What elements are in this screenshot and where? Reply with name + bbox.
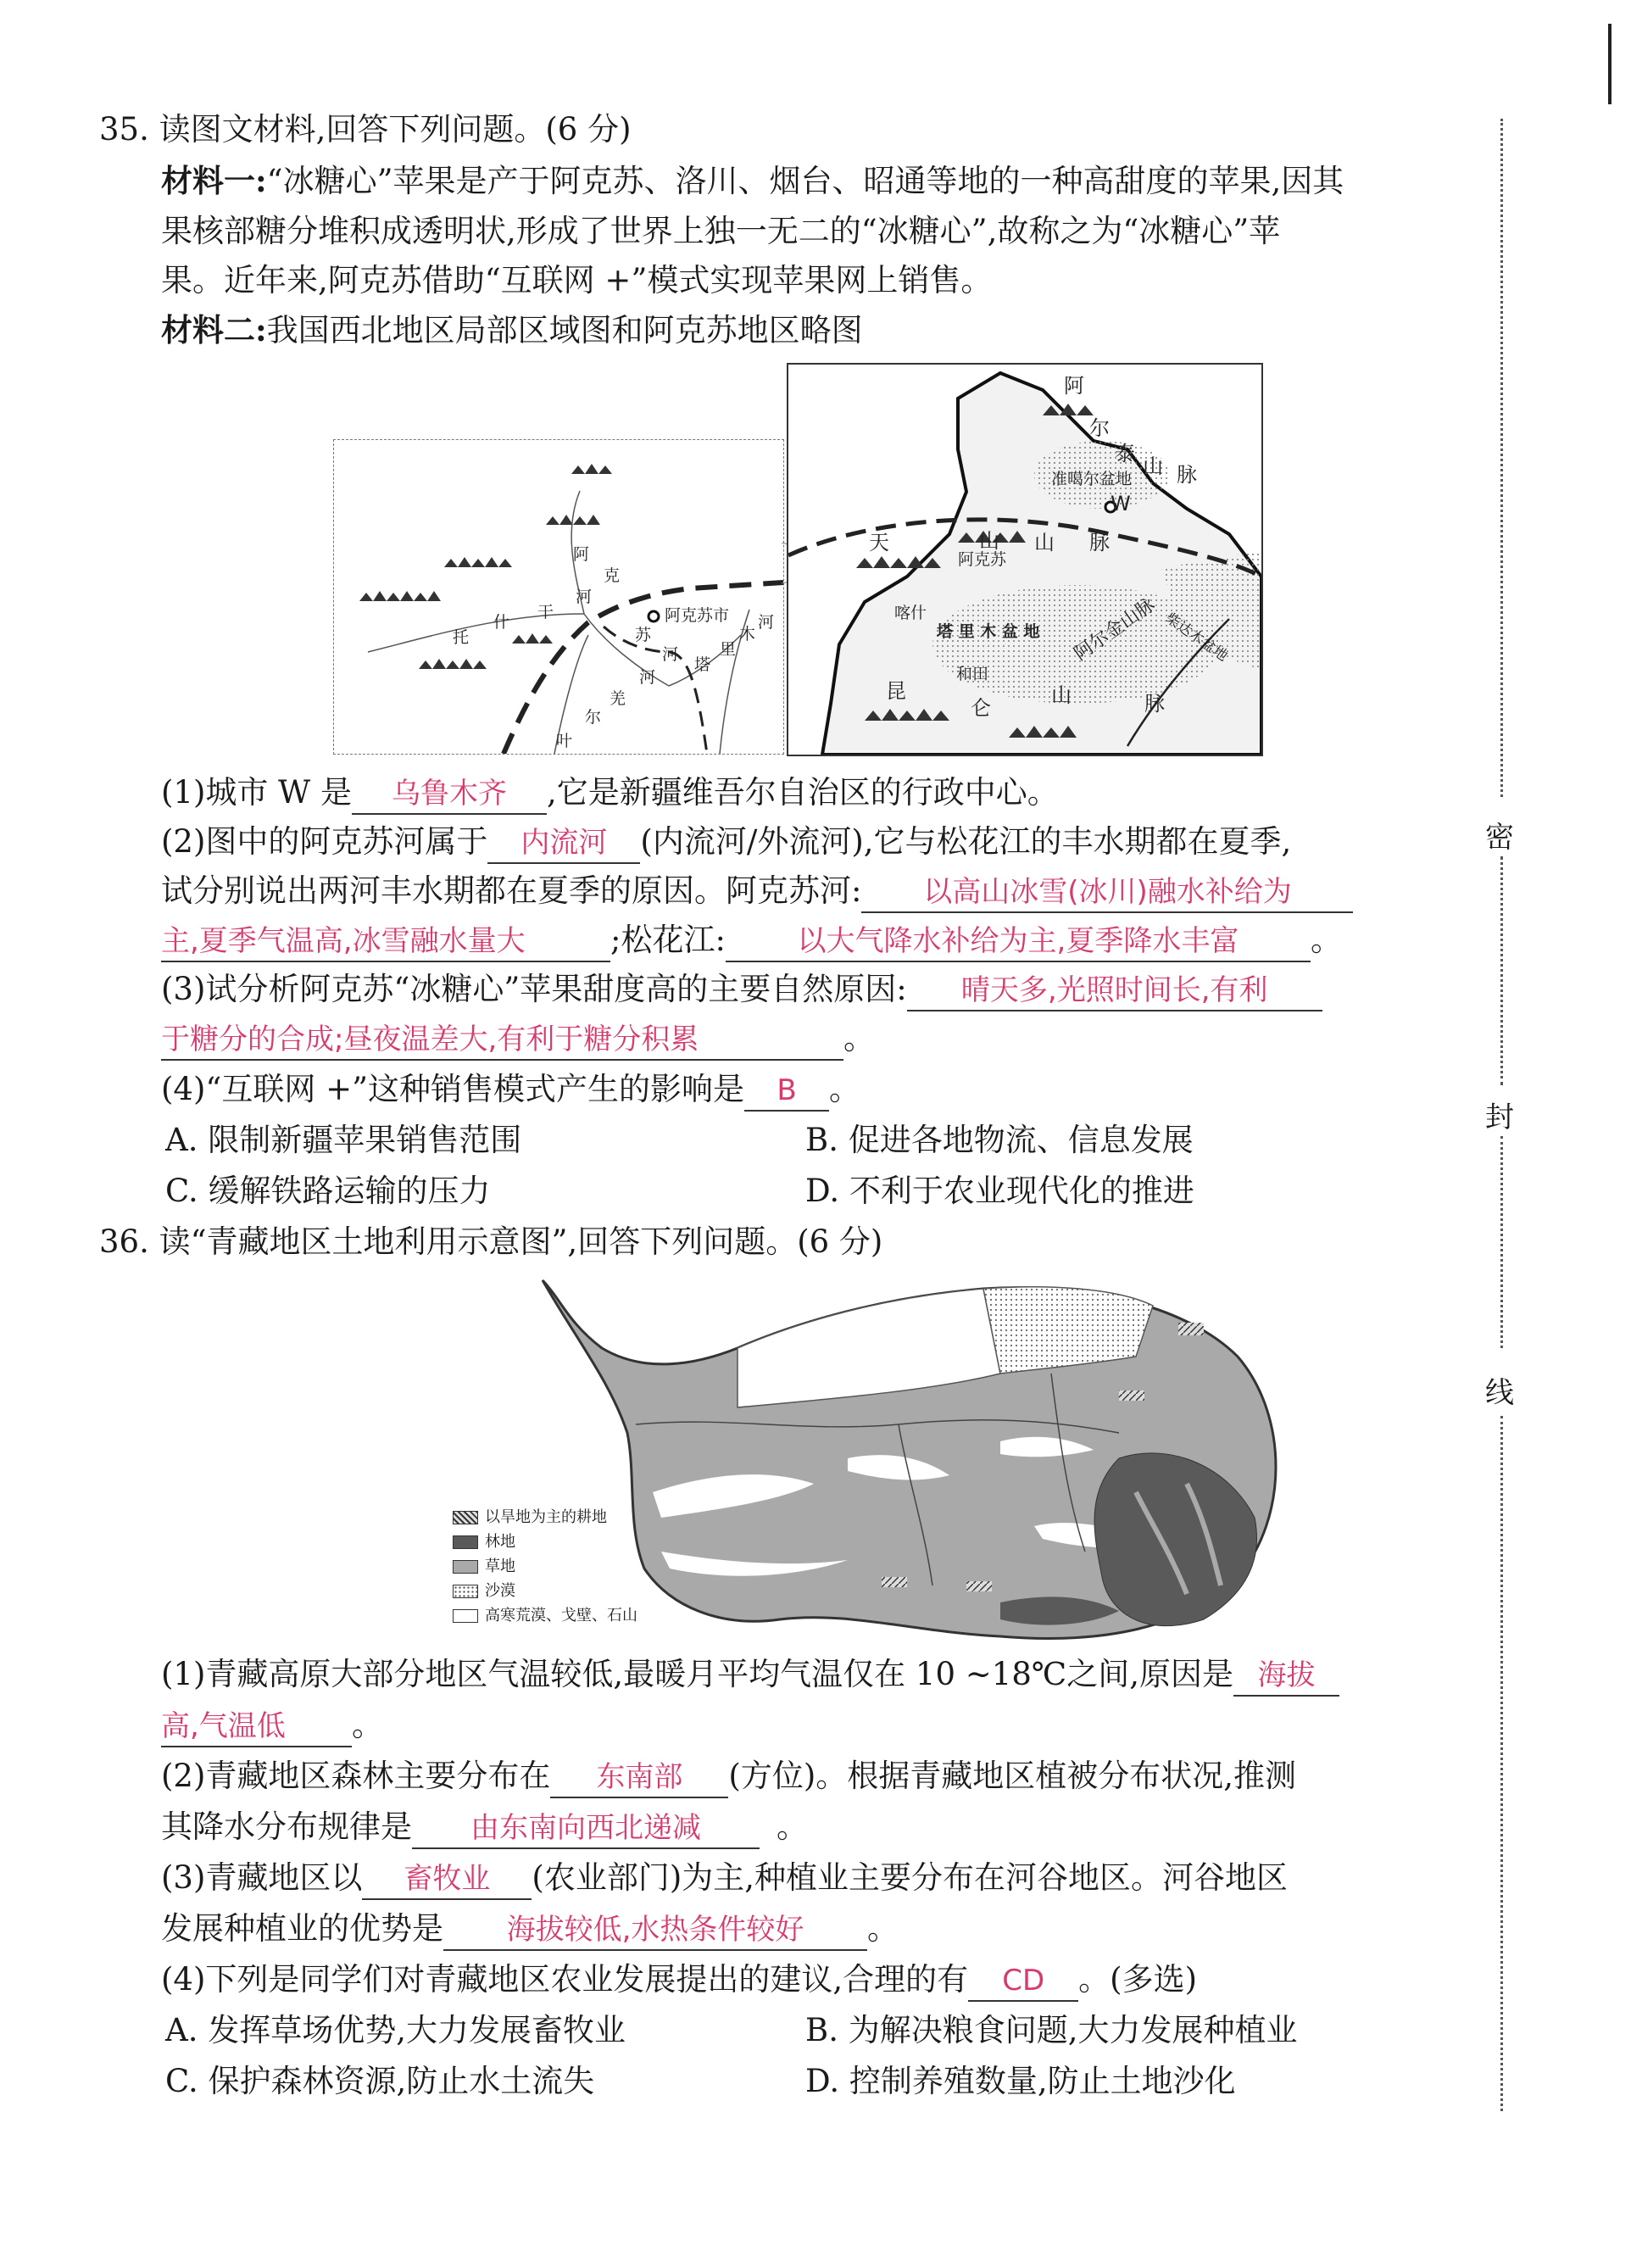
legend-item-desert: 沙漠 (453, 1579, 637, 1603)
q35-sub3 (161, 968, 1322, 1011)
q36-sub2-end: 。 (777, 1808, 808, 1845)
label-y1: 叶 (556, 732, 573, 750)
q36-option-d[interactable]: D. 控制养殖数量,防止土地沙化 (805, 2063, 1236, 2099)
label-ts2: 山 (979, 529, 999, 553)
q36-sub2-prompt: (2)青藏地区森林主要分布在 (161, 1758, 551, 1794)
q36-sub3-answer2[interactable]: 海拔较低,水热条件较好 (443, 1910, 867, 1951)
q36-option-b[interactable]: B. 为解决粮食问题,大力发展种植业 (805, 2012, 1298, 2048)
q35-sub4-answer[interactable]: B (744, 1071, 829, 1112)
q36-sub4 (161, 1959, 1197, 2002)
label-altun-mountains: 阿尔金山脉 (1070, 593, 1160, 666)
q35-sub3-end: 。 (843, 1020, 875, 1056)
q35-header: 35. 读图文材料,回答下列问题。(6 分) (99, 111, 632, 148)
material2-label: 材料二: (161, 311, 267, 348)
q35-sub2-prompt: (2)图中的阿克苏河属于 (161, 823, 488, 860)
q35-option-d[interactable]: D. 不利于农业现代化的推进 (805, 1173, 1194, 1209)
q36-sub3-line2 (161, 1908, 899, 1951)
seal-line-bottom (1500, 1416, 1503, 2111)
label-r4: 河 (576, 588, 593, 606)
q36-header: 36. 读“青藏地区土地利用示意图”,回答下列问题。(6 分) (99, 1223, 883, 1260)
label-l2: 里 (720, 640, 737, 659)
label-aksu-city: 阿克苏市 (665, 606, 730, 625)
seal-line-top (1500, 119, 1503, 797)
q36-sub4-answer[interactable]: CD (968, 1961, 1078, 2002)
label-r1: 阿 (573, 545, 590, 564)
q36-option-c[interactable]: C. 保护森林资源,防止水土流失 (165, 2063, 595, 2099)
label-a2: 尔 (1089, 416, 1110, 440)
q35-sub2-answer-aksu-b[interactable]: 主,夏季气温高,冰雪融水量大 (161, 922, 610, 962)
q36-sub1-answer-a[interactable]: 海拔 (1233, 1656, 1339, 1697)
label-kl3: 山 (1051, 683, 1072, 707)
q36-sub2 (161, 1755, 1296, 1798)
material2-text: 我国西北地区局部区域图和阿克苏地区略图 (266, 312, 863, 348)
q35-sub2-line3 (161, 919, 1342, 962)
q35-material1-line3: 果。近年来,阿克苏借助“互联网 +”模式实现苹果网上销售。 (161, 262, 993, 298)
label-junggar-basin: 准噶尔盆地 (1051, 470, 1133, 488)
q36-sub2-answer[interactable]: 东南部 (550, 1758, 728, 1798)
label-y3: 羌 (610, 689, 626, 708)
label-y4: 河 (639, 668, 656, 687)
q36-sub1-end: 。 (352, 1707, 383, 1743)
q35-option-b[interactable]: B. 促进各地物流、信息发展 (805, 1122, 1194, 1158)
q36-sub2-tail: (方位)。根据青藏地区植被分布状况,推测 (728, 1758, 1297, 1794)
nw-china-map-svg (788, 365, 1261, 755)
q35-option-c[interactable]: C. 缓解铁路运输的压力 (165, 1173, 491, 1209)
q35-sub3-answer-a[interactable]: 晴天多,光照时间长,有利 (907, 971, 1322, 1011)
label-t1: 托 (453, 628, 470, 647)
q35-sub1-tail: ,它是新疆维吾尔自治区的行政中心。 (546, 774, 1059, 811)
q36-sub3-prompt: (3)青藏地区以 (161, 1859, 363, 1896)
q36-sub4-prompt: (4)下列是同学们对青藏地区农业发展提出的建议,合理的有 (161, 1961, 969, 1998)
q35-sub1-prompt: (1)城市 W 是 (161, 774, 352, 811)
nw-china-map (787, 363, 1263, 756)
label-l3: 木 (739, 625, 756, 644)
q35-material1-line1 (161, 159, 1344, 203)
label-r3: 苏 (635, 626, 652, 644)
q35-material1-line2: 果核部糖分堆积成透明状,形成了世界上独一无二的“冰糖心”,故称之为“冰糖心”苹 (161, 213, 1281, 249)
q36-sub2-answer2[interactable]: 由东南向西北递减 (412, 1808, 760, 1849)
q36-sub3-end: 。 (867, 1910, 899, 1947)
label-l4: 河 (662, 645, 679, 664)
legend-item-grassland: 草地 (453, 1554, 637, 1579)
q35-sub2-line2 (161, 870, 1353, 913)
label-a1: 阿 (1064, 374, 1084, 398)
q35-sub2-mid: ;松花江: (610, 922, 726, 958)
q36-sub3 (161, 1857, 1288, 1900)
seal-char-mi: 密 (1485, 821, 1514, 855)
q36-sub4-tail: 。(多选) (1078, 1961, 1198, 1998)
q35-material2 (161, 309, 863, 352)
seal-line-mid2 (1500, 1136, 1503, 1348)
label-qaidam-basin: 柴达木盆地 (1161, 610, 1231, 666)
label-kl2: 仑 (971, 696, 991, 720)
q35-sub4 (161, 1068, 860, 1112)
legend-item-forest: 林地 (453, 1530, 637, 1554)
q36-option-a[interactable]: A. 发挥草场优势,大力发展畜牧业 (165, 2012, 626, 2048)
q36-sub3-tail: (农业部门)为主,种植业主要分布在河谷地区。河谷地区 (532, 1859, 1289, 1896)
q35-sub2 (161, 821, 1291, 864)
q35-sub1-answer[interactable]: 乌鲁木齐 (352, 774, 547, 815)
q36-sub2-line2 (161, 1806, 808, 1849)
q35-sub3-answer-b[interactable]: 于糖分的合成;昼夜温差大,有利于糖分积累 (161, 1020, 843, 1061)
label-t2: 什 (493, 613, 510, 632)
label-a4: 山 (1143, 454, 1163, 478)
q36-sub1-answer-b[interactable]: 高,气温低 (161, 1707, 352, 1747)
legend-item-cropland: 以旱地为主的耕地 (453, 1505, 637, 1530)
legend-item-cold-desert: 高寒荒漠、戈壁、石山 (453, 1603, 637, 1628)
q35-sub1 (161, 772, 1059, 815)
q35-sub3-line2 (161, 1017, 875, 1061)
label-a5: 脉 (1177, 463, 1197, 487)
q35-sub2-answer-songhua[interactable]: 以大气降水补给为主,夏季降水丰富 (726, 922, 1311, 962)
q36-sub1-prompt: (1)青藏高原大部分地区气温较低,最暖月平均气温仅在 10 ~18℃之间,原因是 (161, 1656, 1234, 1692)
label-hotan: 和田 (956, 665, 989, 683)
label-tarim-basin: 塔 里 木 盆 地 (937, 622, 1040, 641)
label-a3: 泰 (1115, 442, 1135, 465)
q35-sub2-answer-aksu-a[interactable]: 以高山冰雪(冰川)融水补给为 (861, 872, 1353, 913)
label-kl4: 脉 (1144, 692, 1165, 716)
q35-sub2-end: 。 (1310, 922, 1342, 958)
q36-sub2-line2-prompt: 其降水分布规律是 (161, 1808, 412, 1845)
label-ts3: 山 (1034, 531, 1055, 554)
seal-char-feng: 封 (1485, 1101, 1514, 1134)
land-use-legend (453, 1505, 637, 1628)
q35-sub2-answer[interactable]: 内流河 (487, 823, 640, 864)
q35-sub4-end: 。 (829, 1071, 861, 1107)
q35-sub2-tail: (内流河/外流河),它与松花江的丰水期都在夏季, (640, 823, 1292, 860)
q35-option-a[interactable]: A. 限制新疆苹果销售范围 (165, 1122, 522, 1158)
q35-sub3-prompt: (3)试分析阿克苏“冰糖心”苹果甜度高的主要自然原因: (161, 971, 907, 1007)
seal-char-xian: 线 (1485, 1376, 1514, 1410)
q36-sub3-line2-prompt: 发展种植业的优势是 (161, 1910, 443, 1947)
page-edge-mark (1608, 24, 1612, 104)
label-y2: 尔 (585, 708, 602, 727)
label-w-city: W (1111, 492, 1131, 515)
label-kashgar: 喀什 (894, 604, 927, 622)
q36-sub1 (161, 1653, 1339, 1697)
aksu-map-svg (334, 440, 783, 754)
qinghai-tibet-map (526, 1272, 1424, 1653)
aksu-map (333, 439, 784, 755)
label-ts1: 天 (869, 531, 889, 554)
label-aksu: 阿克苏 (958, 550, 1007, 569)
q35-sub2-line2-prompt: 试分别说出两河丰水期都在夏季的原因。阿克苏河: (161, 872, 862, 909)
label-l1: 塔 (694, 655, 711, 674)
q36-sub1-line2 (161, 1704, 383, 1747)
material1-text: “冰糖心”苹果是产于阿克苏、洛川、烟台、昭通等地的一种高甜度的苹果,因其 (266, 163, 1344, 199)
q36-sub3-answer[interactable]: 畜牧业 (362, 1859, 532, 1900)
label-t3: 干 (537, 603, 554, 621)
label-kl1: 昆 (886, 679, 906, 703)
label-ts4: 脉 (1089, 531, 1110, 554)
label-r2: 克 (604, 566, 621, 585)
q35-sub4-prompt: (4)“互联网 +”这种销售模式产生的影响是 (161, 1071, 745, 1107)
label-t4: 河 (758, 613, 775, 632)
seal-line-mid (1500, 856, 1503, 1085)
material1-label: 材料一: (161, 162, 267, 199)
